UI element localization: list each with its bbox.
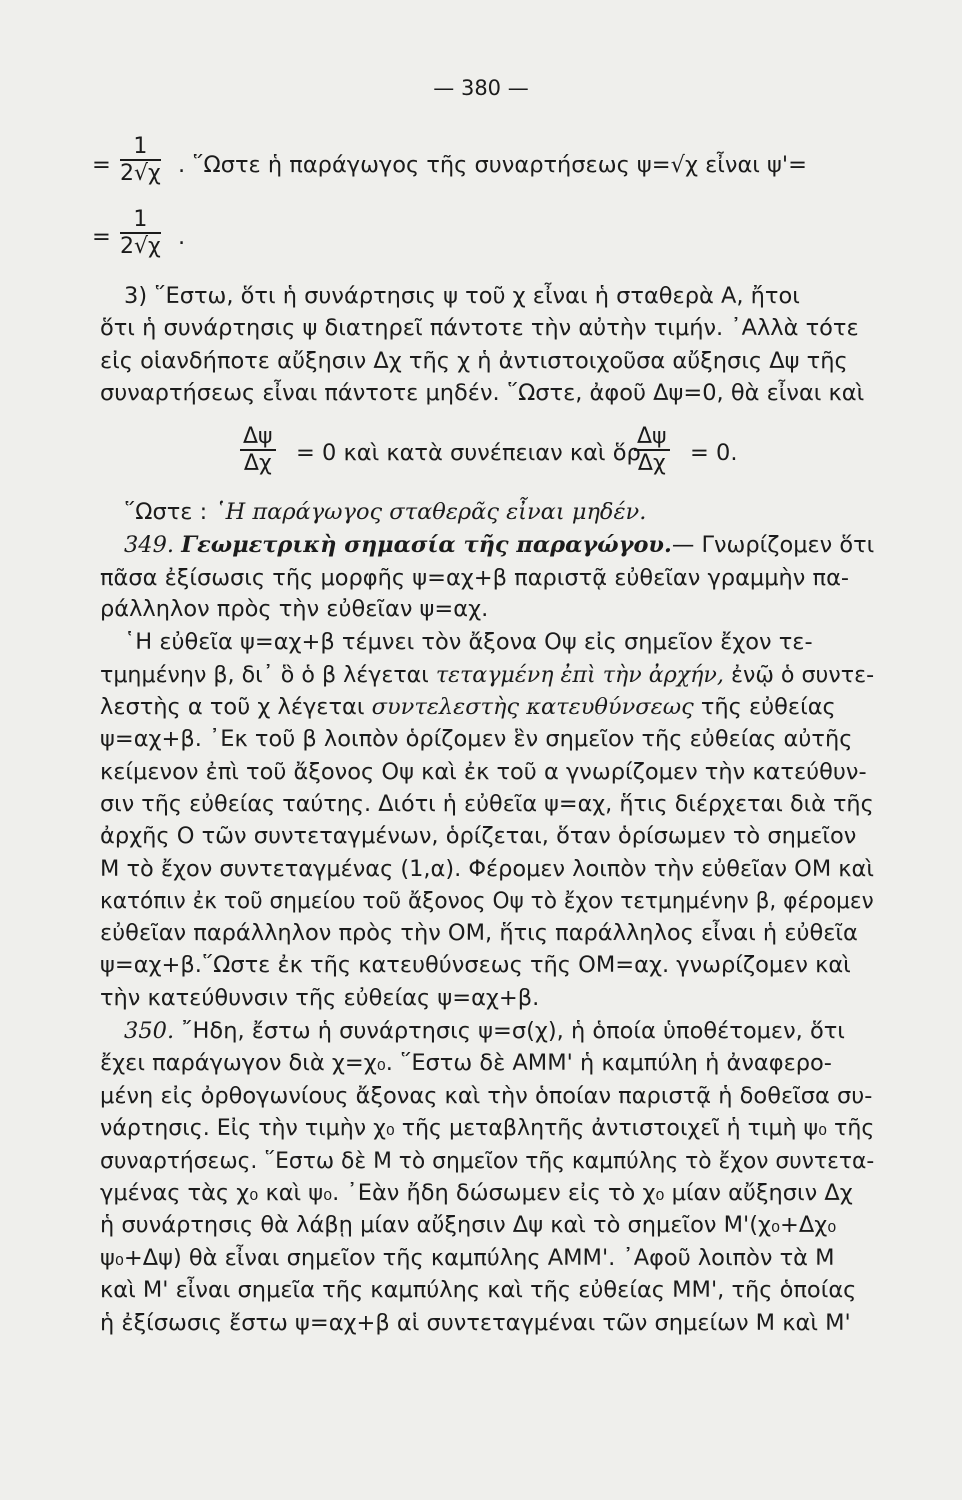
text-line: ράλληλον πρὸς τὴν εὐθεῖαν ψ=αχ.: [100, 596, 489, 622]
sentence-end: .: [178, 224, 186, 250]
text-line: [100, 692, 836, 722]
text-line: σιν τῆς εὐθείας ταύτης. Διότι ἡ εὐθεῖα ψ=αχ, ἥτις διέρχεται διὰ τῆς: [100, 791, 874, 817]
text-line: ὅτι ἡ συνάρτησις ψ διατηρεῖ πάντοτε τὴν αὐτὴν τιμήν. ᾿Αλλὰ τότε: [100, 315, 859, 341]
equation-text: = 0.: [690, 440, 738, 466]
equation-text: = 0 καὶ κατὰ συνέπειαν καὶ ὅρ: [296, 440, 641, 466]
italic-term: τεταγμένη ἐπὶ τὴν ἀρχήν,: [435, 662, 724, 688]
fraction-numerator: Δψ: [634, 424, 670, 451]
fraction-denominator: 2√χ: [120, 161, 161, 186]
text-line: πᾶσα ἐξίσωσις τῆς μορφῆς ψ=αχ+β παριστᾷ εὐθεῖαν γραμμὴν πα-: [100, 565, 850, 591]
text-run: ἐνῷ ὁ συντε-: [723, 662, 875, 688]
text-line: 3) ῞Εστω, ὅτι ἡ συνάρτησις ψ τοῦ χ εἶναι ἡ σταθερὰ Α, ἤτοι: [124, 283, 800, 309]
text-line: ψ₀+Δψ) θὰ εἶναι σημεῖον τῆς καμπύλης ΑΜΜ'. ᾿Αφοῦ λοιπὸν τὰ Μ: [100, 1245, 835, 1271]
text-line: συναρτήσεως εἶναι πάντοτε μηδέν. ῞Ωστε, ἀφοῦ Δψ=0, θὰ εἶναι καὶ: [100, 380, 865, 406]
fraction-one-over-2root-x: [120, 207, 161, 259]
derivative-sentence: . ῞Ωστε ἡ παράγωγος τῆς συναρτήσεως ψ=√χ εἶναι ψ'=: [178, 152, 807, 178]
section-number: 349.: [124, 532, 175, 558]
conclusion-line: [124, 497, 646, 527]
text-run: τμημένην β, δι᾿ ὃ ὁ β λέγεται: [100, 662, 436, 688]
section-number: 350.: [124, 1018, 175, 1044]
text-line: ἀρχῆς Ο τῶν συντεταγμένων, ὁρίζεται, ὅταν ὁρίσωμεν τὸ σημεῖον: [100, 823, 857, 849]
text-line: συναρτήσεως. ῞Εστω δὲ Μ τὸ σημεῖον τῆς καμπύλης τὸ ἔχον συντετα-: [100, 1148, 875, 1174]
text-line: ἡ ἐξίσωσις ἔστω ψ=αχ+β αἱ συντεταγμέναι τῶν σημείων Μ καὶ Μ': [100, 1310, 851, 1336]
text-line: καὶ Μ' εἶναι σημεῖα τῆς καμπύλης καὶ τῆς εὐθείας ΜΜ', τῆς ὁποίας: [100, 1277, 857, 1303]
fraction-delta-psi-over-delta-chi: [240, 424, 276, 476]
text-line: κατόπιν ἐκ τοῦ σημείου τοῦ ἄξονος Οψ τὸ ἔχον τετμημένην β, φέρομεν: [100, 888, 874, 914]
text-line: ψ=αχ+β. ᾿Εκ τοῦ β λοιπὸν ὁρίζομεν ἓν σημεῖον τῆς εὐθείας αὐτῆς: [100, 726, 853, 752]
text-run: — Γνωρίζομεν ὅτι: [671, 532, 875, 558]
text-line: γμένας τὰς χ₀ καὶ ψ₀. ᾿Εὰν ἤδη δώσωμεν εἰς τὸ χ₀ μίαν αὔξησιν Δχ: [100, 1180, 853, 1206]
text-line: μένη εἰς ὀρθογωνίους ἄξονας καὶ τὴν ὁποίαν παριστᾷ ἡ δοθεῖσα συ-: [100, 1083, 873, 1109]
fraction-denominator: 2√χ: [120, 234, 161, 259]
text-run: λεστὴς α τοῦ χ λέγεται: [100, 694, 372, 720]
fraction-delta-psi-over-delta-chi: [634, 424, 670, 476]
text-run: ῎Ηδη, ἔστω ἡ συνάρτησις ψ=σ(χ), ἡ ὁποία ὑποθέτομεν, ὅτι: [174, 1018, 845, 1044]
fraction-denominator: Δχ: [243, 451, 272, 476]
conclusion-italic: ῾Η παράγωγος σταθερᾶς εἶναι μηδέν.: [214, 499, 647, 525]
fraction-numerator: Δψ: [240, 424, 276, 451]
text-line: εἰς οἱανδήποτε αὔξησιν Δχ τῆς χ ἡ ἀντιστοιχοῦσα αὔξησις Δψ τῆς: [100, 348, 848, 374]
text-line: τὴν κατεύθυνσιν τῆς εὐθείας ψ=αχ+β.: [100, 985, 540, 1011]
fraction-numerator: 1: [120, 134, 161, 161]
equals-sign: =: [92, 152, 111, 178]
text-line: εὐθεῖαν παράλληλον πρὸς τὴν ΟΜ, ἥτις παράλληλος εἶναι ἡ εὐθεῖα: [100, 920, 858, 946]
section-349-heading: [124, 530, 874, 560]
text-line: κείμενον ἐπὶ τοῦ ἄξονος Οψ καὶ ἐκ τοῦ α γνωρίζομεν τὴν κατεύθυν-: [100, 759, 867, 785]
fraction-denominator: Δχ: [637, 451, 666, 476]
fraction-one-over-2root-x: [120, 134, 161, 186]
conclusion-prefix: ῞Ωστε :: [124, 499, 208, 525]
text-line: [100, 660, 874, 690]
equals-sign: =: [92, 224, 111, 250]
text-line: ῾Η εὐθεῖα ψ=αχ+β τέμνει τὸν ἄξονα Οψ εἰς σημεῖον ἔχον τε-: [124, 629, 813, 655]
section-title: Γεωμετρικὴ σημασία τῆς παραγώγου.: [181, 532, 672, 558]
text-line: Μ τὸ ἔχον συντεταγμένας (1,α). Φέρομεν λοιπὸν τὴν εὐθεῖαν ΟΜ καὶ: [100, 856, 874, 882]
text-line: νάρτησις. Εἰς τὴν τιμὴν χ₀ τῆς μεταβλητῆς ἀντιστοιχεῖ ἡ τιμὴ ψ₀ τῆς: [100, 1115, 875, 1141]
italic-term: συντελεστὴς κατευθύνσεως: [371, 694, 694, 720]
section-350-first-line: [124, 1016, 845, 1046]
page-number: — 380 —: [433, 76, 529, 100]
text-line: ἡ συνάρτησις θὰ λάβῃ μίαν αὔξησιν Δψ καὶ τὸ σημεῖον Μ'(χ₀+Δχ₀: [100, 1212, 837, 1238]
fraction-numerator: 1: [120, 207, 161, 234]
text-run: τῆς εὐθείας: [693, 694, 836, 720]
text-line: ἔχει παράγωγον διὰ χ=χ₀. ῞Εστω δὲ ΑΜΜ' ἡ καμπύλη ἡ ἀναφερο-: [100, 1050, 832, 1076]
text-line: ψ=αχ+β.῞Ωστε ἐκ τῆς κατευθύνσεως τῆς ΟΜ=αχ. γνωρίζομεν καὶ: [100, 952, 851, 978]
